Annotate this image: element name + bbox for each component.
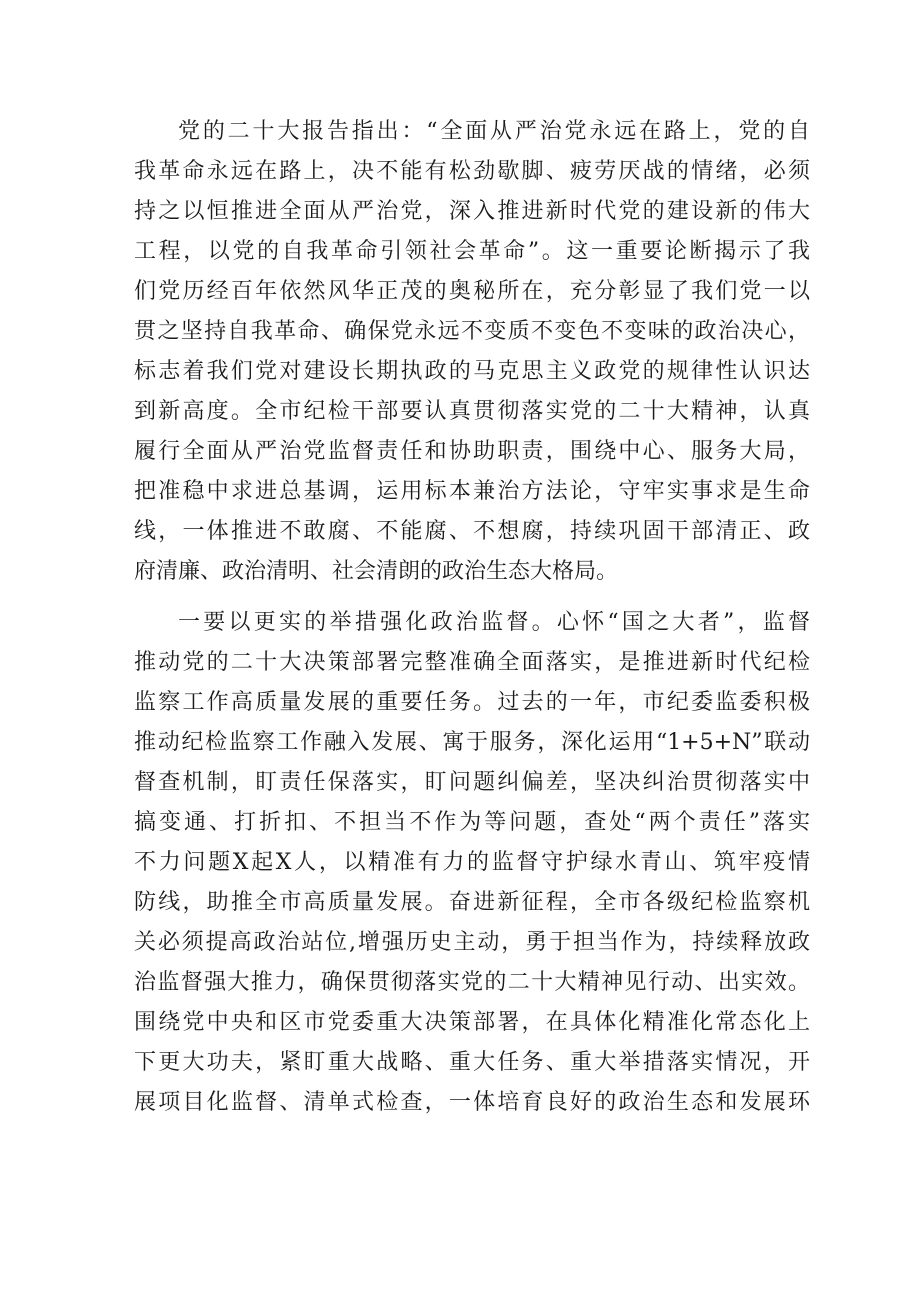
paragraph-line: 到新高度。全市纪检干部要认真贯彻落实党的二十大精神，认真 (134, 399, 810, 424)
paragraph-line: 府清廉、政治清明、社会清朗的政治生态大格局。 (134, 559, 619, 584)
paragraph-1 (134, 112, 810, 592)
paragraph-line: 推动党的二十大决策部署完整准确全面落实，是推进新时代纪检 (134, 650, 810, 675)
paragraph-line: 线，一体推进不敢腐、不能腐、不想腐，持续巩固干部清正、政 (134, 519, 810, 544)
paragraph-line: 贯之坚持自我革命、确保党永远不变质不变色不变味的政治决心， (134, 319, 810, 344)
paragraph-2 (134, 603, 810, 1123)
paragraph-line: 不力问题X起X人，以精准有力的监督守护绿水青山、筑牢疫情 (134, 850, 810, 875)
paragraph-line: 我革命永远在路上，决不能有松劲歇脚、疲劳厌战的情绪，必须 (134, 159, 810, 184)
paragraph-line: 防线，助推全市高质量发展。奋进新征程，全市各级纪检监察机 (134, 890, 810, 915)
paragraph-line: 监察工作高质量发展的重要任务。过去的一年，市纪委监委积极 (134, 690, 810, 715)
paragraph-line: 持之以恒推进全面从严治党，深入推进新时代党的建设新的伟大 (134, 199, 810, 224)
paragraph-line: 工程，以党的自我革命引领社会革命”。这一重要论断揭示了我 (134, 239, 810, 264)
paragraph-line: 们党历经百年依然风华正茂的奥秘所在，充分彰显了我们党一以 (134, 279, 810, 304)
paragraph-line: 督查机制，盯责任保落实，盯问题纠偏差，坚决纠治贯彻落实中 (134, 770, 810, 795)
paragraph-line: 围绕党中央和区市党委重大决策部署，在具体化精准化常态化上 (134, 1010, 810, 1035)
paragraph-line: 展项目化监督、清单式检查，一体培育良好的政治生态和发展环 (134, 1090, 810, 1115)
paragraph-line: 党的二十大报告指出：“全面从严治党永远在路上，党的自 (178, 119, 810, 144)
paragraph-line: 推动纪检监察工作融入发展、寓于服务，深化运用“1+5+N”联动 (134, 730, 810, 755)
paragraph-line: 治监督强大推力，确保贯彻落实党的二十大精神见行动、出实效。 (134, 970, 810, 995)
paragraph-line: 标志着我们党对建设长期执政的马克思主义政党的规律性认识达 (134, 359, 810, 384)
paragraph-line: 把准稳中求进总基调，运用标本兼治方法论，守牢实事求是生命 (134, 479, 810, 504)
paragraph-line: 关必须提高政治站位,增强历史主动，勇于担当作为，持续释放政 (134, 930, 810, 955)
paragraph-line: 搞变通、打折扣、不担当不作为等问题，查处“两个责任”落实 (134, 810, 810, 835)
paragraph-line: 下更大功夫，紧盯重大战略、重大任务、重大举措落实情况，开 (134, 1050, 810, 1075)
paragraph-line: 履行全面从严治党监督责任和协助职责，围绕中心、服务大局， (134, 439, 810, 464)
paragraph-line: 一要以更实的举措强化政治监督。心怀“国之大者”，监督 (178, 610, 810, 635)
